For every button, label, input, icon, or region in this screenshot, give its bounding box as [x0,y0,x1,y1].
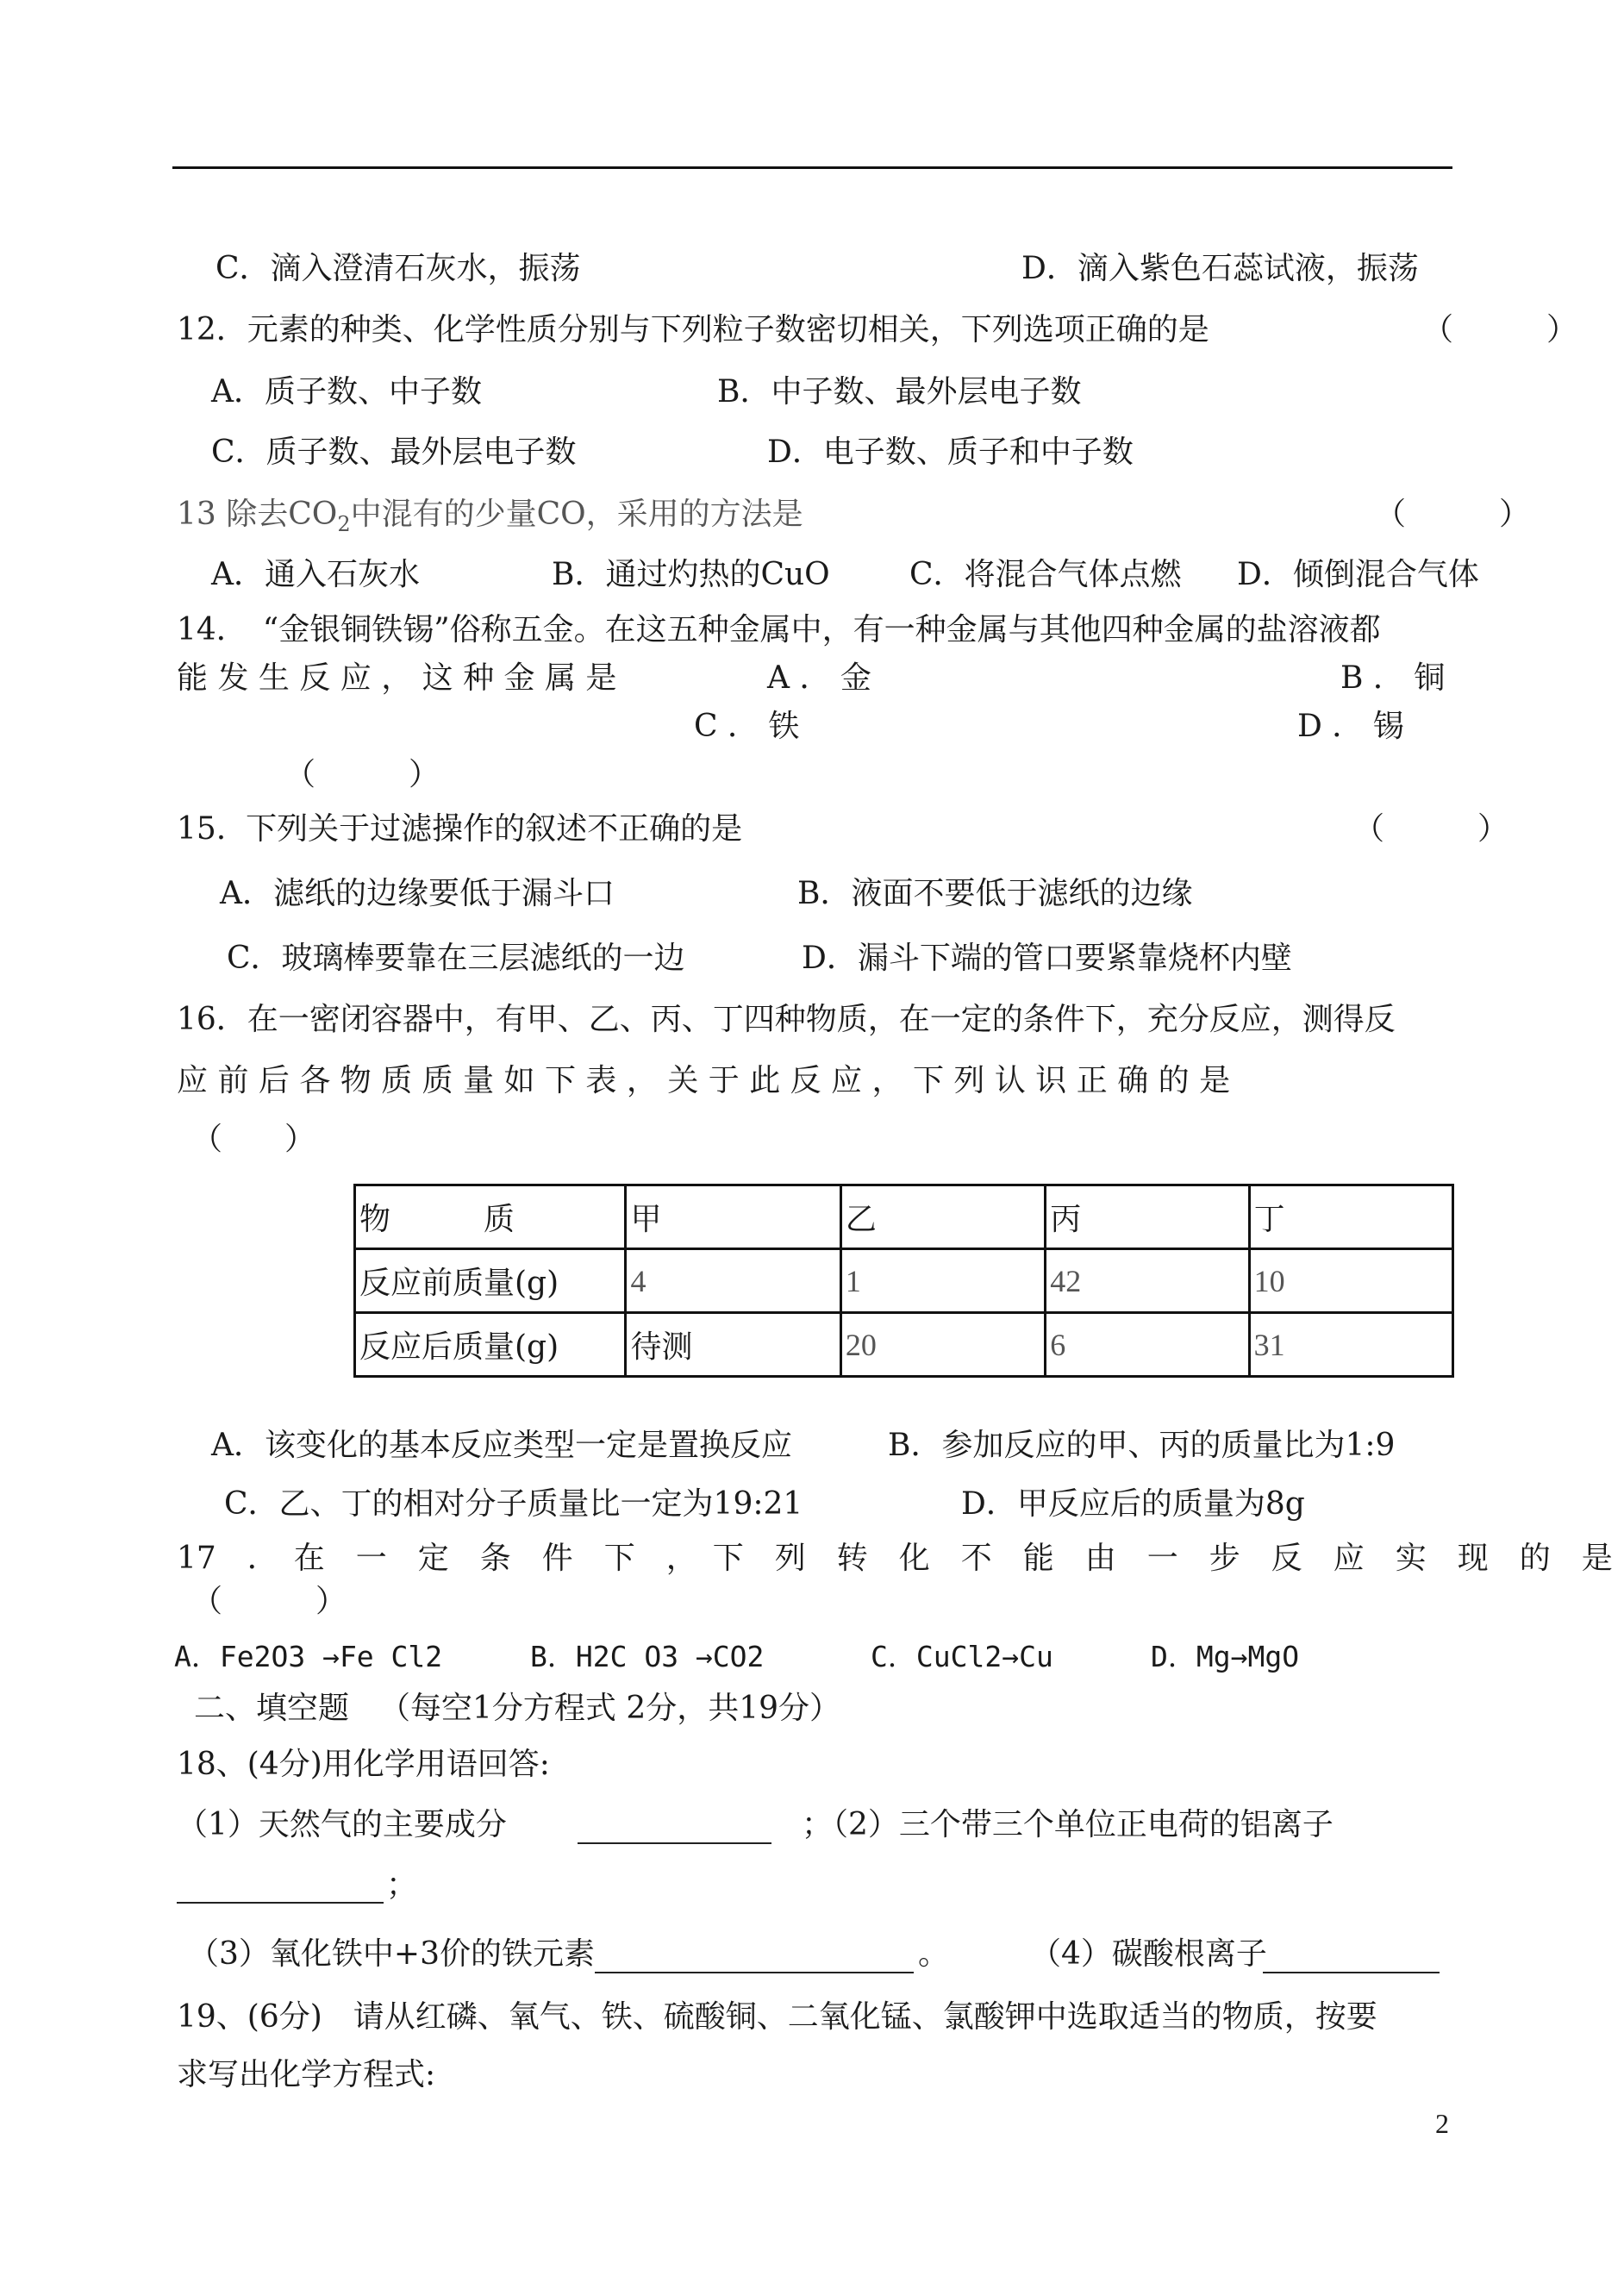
table-row [355,1249,1453,1313]
q17-option-b: B．H2C O3 →CO2 [530,1640,765,1673]
section-title: 二、填空题 [194,1691,350,1726]
q15-stem: 15. 下列关于过滤操作的叙述不正确的是 [177,811,743,847]
q11-option-c: C．滴入澄清石灰水，振荡 [215,251,581,286]
q14-stem-line2: 能 发 生 反 应 ， 这 种 金 属 是 [177,660,617,696]
q16-option-c: C．乙、丁的相对分子质量比一定为19:21 [224,1486,803,1522]
q16-stem-line1: 16．在一密闭容器中，有甲、乙、丙、丁四种物质，在一定的条件下，充分反应，测得反 [177,1002,1396,1037]
q12-option-a: A．质子数、中子数 [211,374,482,410]
table-header-cell: 乙 [840,1185,1045,1249]
q13-option-a: A．通入石灰水 [211,557,420,592]
q17-answer-paren: （ ） [191,1584,347,1619]
q16-option-d: D．甲反应后的质量为8g [961,1486,1305,1522]
q14-option-d: D ． 锡 [1297,709,1404,744]
q18-part2-label: ；（2）三个带三个单位正电荷的铝离子 [802,1807,1334,1842]
q19-stem-line2: 求写出化学方程式: [177,2057,436,2092]
q18-part3-label: （3）氧化铁中+3价的铁元素 [188,1936,595,1972]
table-header-cell: 丁 [1249,1185,1452,1249]
section-scoring-note: （每空1分方程式 2分，共19分） [379,1691,841,1726]
q16-option-b: B．参加反应的甲、丙的质量比为1:9 [888,1428,1396,1463]
q13-option-c: C．将混合气体点燃 [909,557,1182,592]
table-row [355,1313,1453,1377]
table-header-cell: 物 质 [355,1185,626,1249]
q16-option-a: A．该变化的基本反应类型一定是置换反应 [211,1428,792,1463]
q12-stem: 12．元素的种类、化学性质分别与下列粒子数密切相关，下列选项正确的是 [177,312,1209,347]
q14-option-c: C ． 铁 [694,709,800,744]
page-number: 2 [1435,2108,1449,2139]
q18-part2-blank[interactable] [177,1873,384,1904]
q11-option-d: D．滴入紫色石蕊试液，振荡 [1021,251,1419,286]
q16-stem-line2: 应 前 后 各 物 质 质 量 如 下 表 ， 关 于 此 反 应 ， 下 列 认 识 正 确 的 是 [177,1063,1231,1098]
q18-part1-blank[interactable] [578,1813,771,1844]
q15-answer-paren: （ ） [1353,811,1509,847]
table-cell: 42 [1046,1249,1249,1313]
q17-option-c: C．CuCl2→Cu [871,1640,1053,1673]
q16-answer-paren: （ ） [191,1122,316,1157]
q18-part4-label: （4）碳酸根离子 [1030,1936,1267,1972]
q12-option-c: C．质子数、最外层电子数 [211,435,577,470]
q12-option-b: B．中子数、最外层电子数 [717,374,1082,410]
q15-option-d: D．漏斗下端的管口要紧靠烧杯内壁 [802,941,1292,976]
q17-option-d: D．Mg→MgO [1151,1640,1300,1673]
table-cell: 1 [840,1249,1045,1313]
q14-option-b: B ． 铜 [1340,660,1446,696]
q18-stem: 18、(4分)用化学用语回答: [177,1747,550,1782]
q18-part3-blank[interactable] [595,1942,914,1973]
q13-option-d: D．倾倒混合气体 [1237,557,1479,592]
table-cell: 反应后质量(g) [355,1313,626,1377]
q18-part3-end: 。 [918,1936,950,1972]
table-cell: 6 [1046,1313,1249,1377]
header-rule [172,166,1452,169]
table-header-cell: 丙 [1046,1185,1249,1249]
mass-table [353,1184,1454,1378]
q17-option-a: A．Fe2O3 →Fe Cl2 [174,1640,443,1673]
q13-option-b: B．通过灼热的CuO [552,557,830,592]
q14-option-a: A ． 金 [767,660,871,696]
table-cell: 10 [1249,1249,1452,1313]
table-cell: 待测 [626,1313,840,1377]
q18-part1-label: （1）天然气的主要成分 [177,1807,507,1842]
table-cell: 31 [1249,1313,1452,1377]
table-cell: 反应前质量(g) [355,1249,626,1313]
table-cell: 4 [626,1249,840,1313]
q14-answer-paren: （ ） [284,757,440,792]
q12-option-d: D．电子数、质子和中子数 [767,435,1134,470]
q12-answer-paren: （ ） [1422,312,1578,347]
q19-stem-line1: 19、(6分) 请从红磷、氧气、铁、硫酸铜、二氧化锰、氯酸钾中选取适当的物质，按要 [177,1999,1377,2035]
table-header-cell: 甲 [626,1185,840,1249]
q15-option-b: B．液面不要低于滤纸的边缘 [797,876,1193,911]
q13-stem: 13 除去$CO_2$中混有的少量CO，采用的方法是 [177,497,803,537]
q18-part2-end: ； [386,1867,418,1903]
q17-stem: 17 ． 在 一 定 条 件 下 ， 下 列 转 化 不 能 由 一 步 反 应 实 现 的 是 [177,1541,1613,1576]
table-cell: 20 [840,1313,1045,1377]
q15-option-c: C．玻璃棒要靠在三层滤纸的一边 [227,941,685,976]
q15-option-a: A．滤纸的边缘要低于漏斗口 [220,876,615,911]
table-header-row [355,1185,1453,1249]
q14-stem-line1: 14． “金银铜铁锡”俗称五金。在这五种金属中，有一种金属与其他四种金属的盐溶液都 [177,612,1381,647]
q18-part4-blank[interactable] [1263,1942,1440,1973]
q13-answer-paren: （ ） [1375,497,1531,532]
